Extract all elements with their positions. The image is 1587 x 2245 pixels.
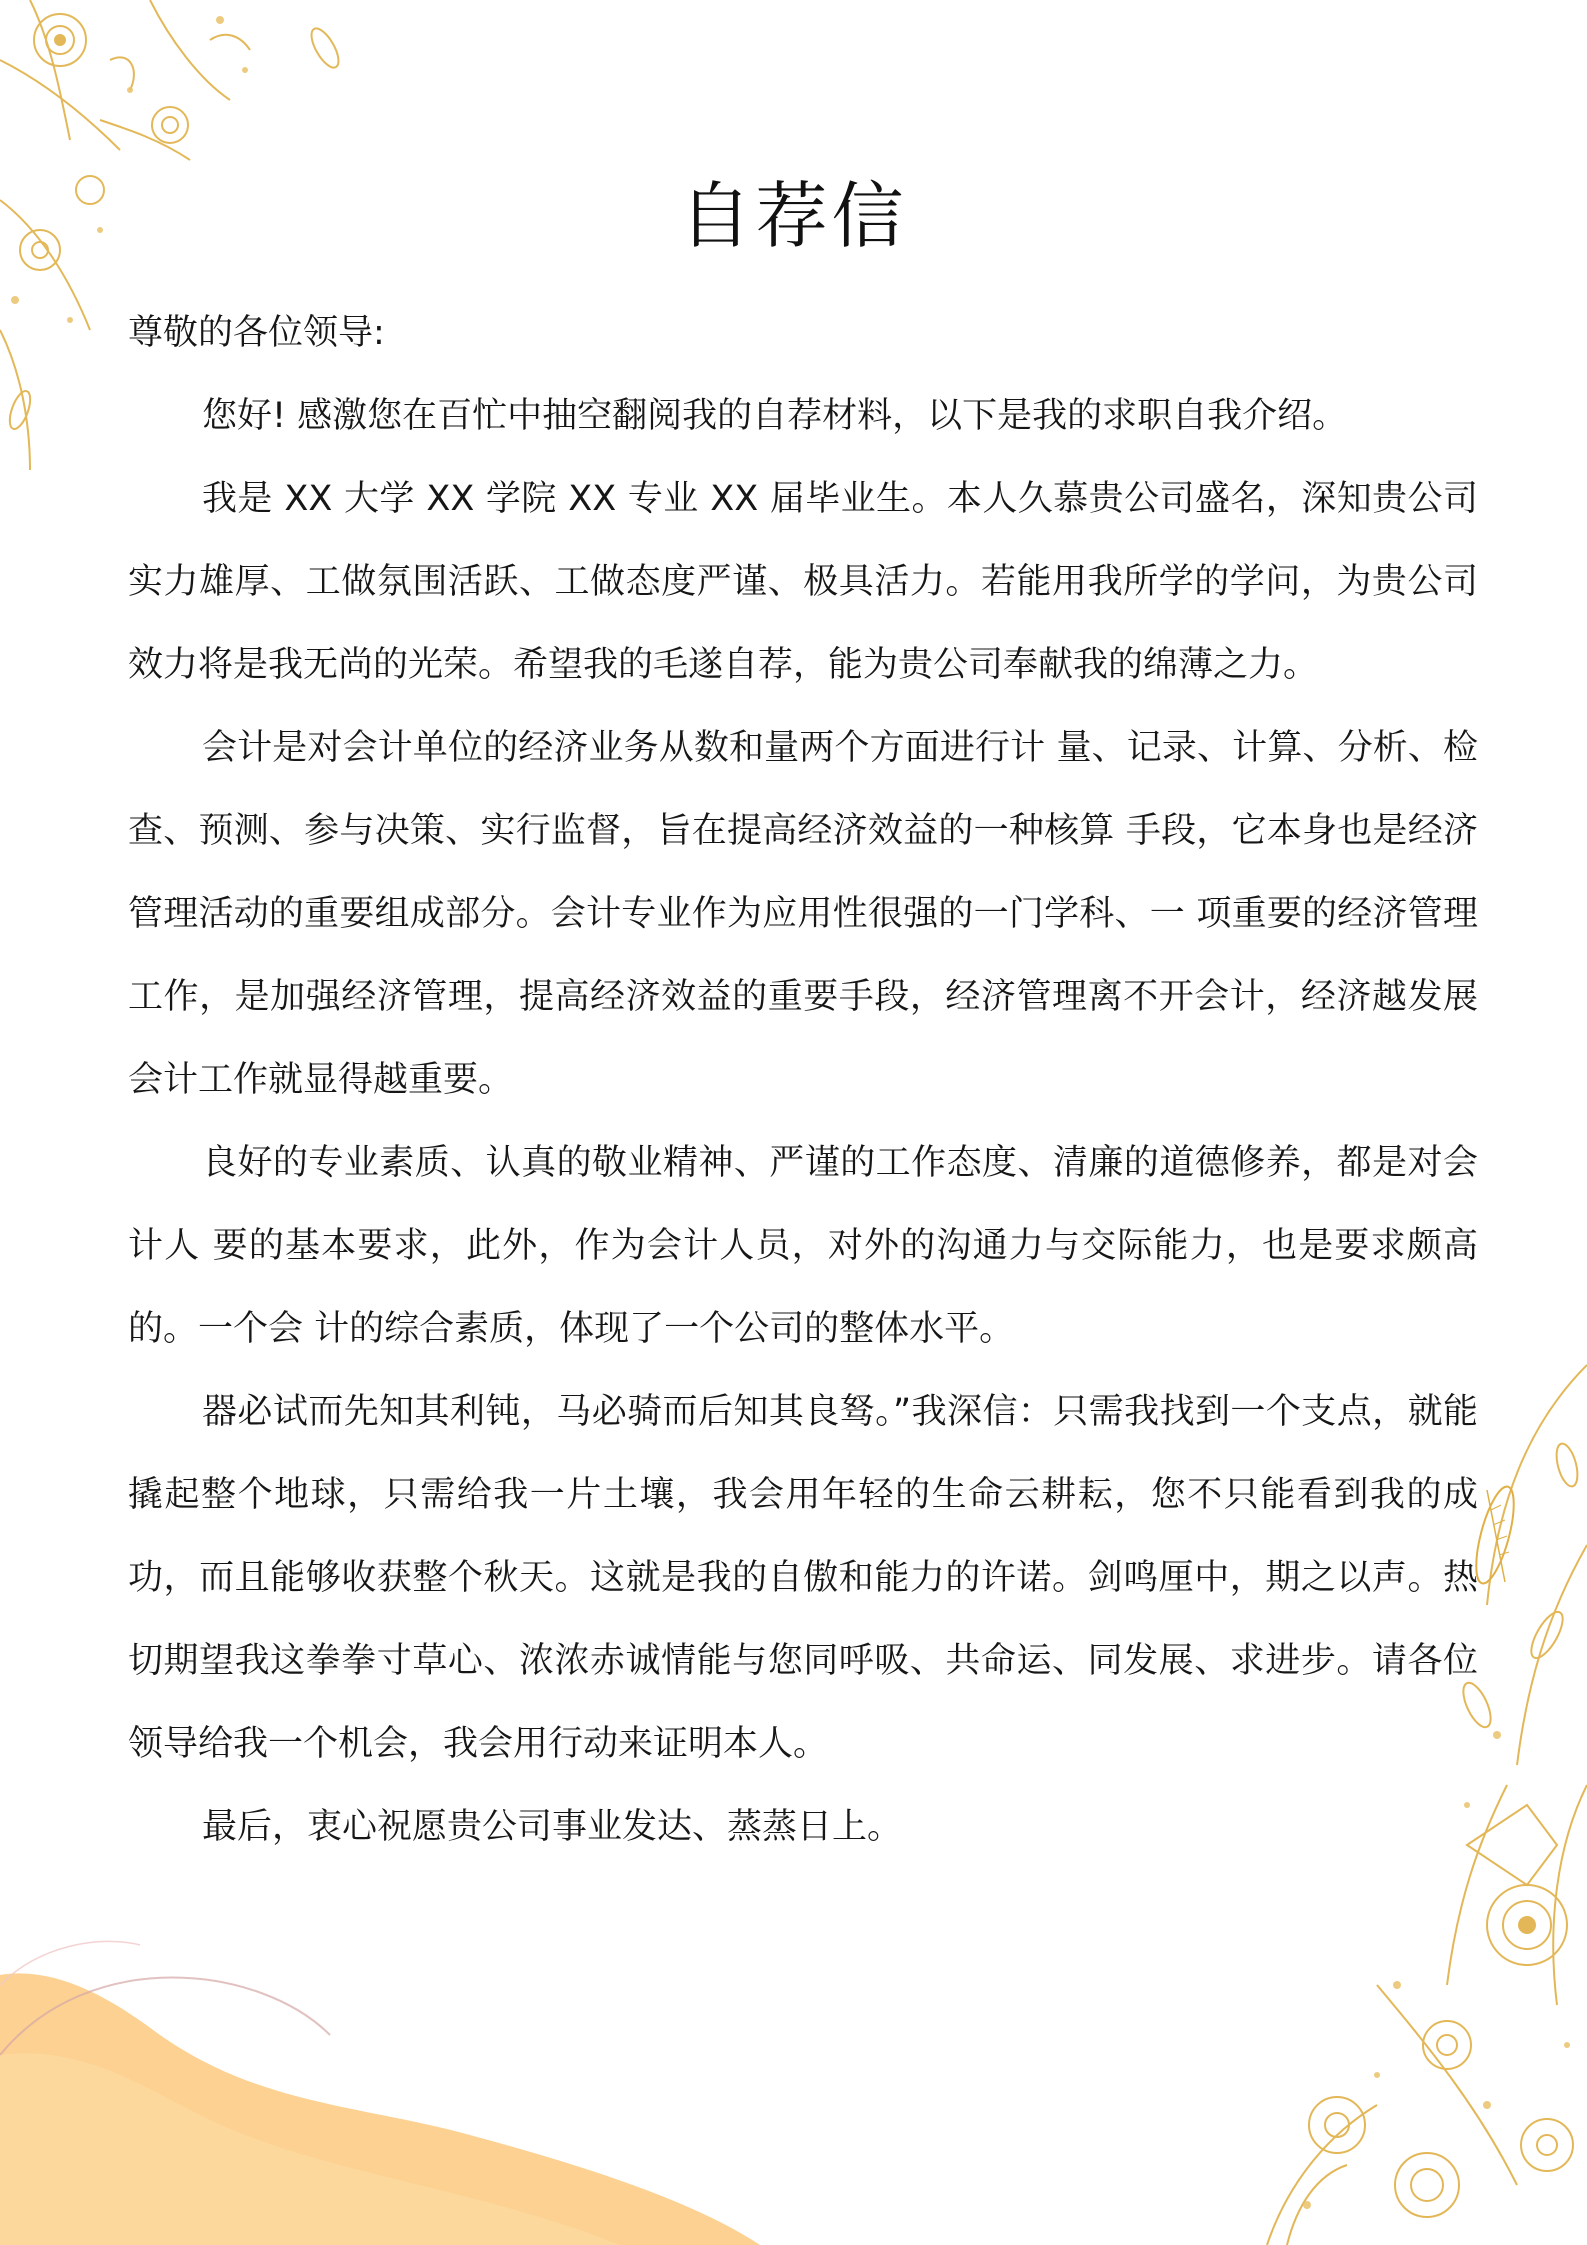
paragraph: 会计是对会计单位的经济业务从数和量两个方面进行计 量、记录、计算、分析、检查、预测、参与决策、实行监督，旨在提高经济效益的一种核算 手段，它本身也是经济管理活动的重要组成部分。会计专业作为应用性很强的一门学科、一 项重要的经济管理工作，是加强经济管理，提高经济效益的重要手段，经济管理离不开会计，经济越发展会计工作就显得越重要。	[128, 728, 1478, 1100]
wave-shape-icon	[0, 1805, 900, 2245]
page-title: 自荐信	[679, 174, 908, 258]
closing-paragraph: 最后，衷心祝愿贵公司事业发达、蒸蒸日上。	[202, 1807, 903, 1847]
salutation: 尊敬的各位领导:	[128, 313, 385, 353]
paragraph: 您好! 感激您在百忙中抽空翻阅我的自荐材料，以下是我的求职自我介绍。	[202, 396, 1348, 436]
paragraph: 器必试而先知其利钝，马必骑而后知其良驽。”我深信：只需我找到一个支点，就能撬起整个地球，只需给我一片土壤，我会用年轻的生命云耕耘，您不只能看到我的成功，而且能够收获整个秋天。这就是我的自傲和能力的许诺。剑鸣厘中，期之以声。热切期望我这拳拳寸草心、浓浓赤诚情能与您同呼吸、共命运、同发展、求进步。请各位领导给我一个机会，我会用行动来证明本人。	[128, 1392, 1478, 1764]
paragraph: 良好的专业素质、认真的敬业精神、严谨的工作态度、清廉的道德修养，都是对会计人 要的基本要求，此外，作为会计人员，对外的沟通力与交际能力，也是要求颇高的。一个会 计的综合素质，体现了一个公司的整体水平。	[128, 1143, 1478, 1349]
paragraph: 我是 XX 大学 XX 学院 XX 专业 XX 届毕业生。本人久慕贵公司盛名，深知贵公司实力雄厚、工做氛围活跃、工做态度严谨、极具活力。若能用我所学的学问，为贵公司效力将是我无尚的光荣。希望我的毛遂自荐，能为贵公司奉献我的绵薄之力。	[128, 479, 1478, 685]
letter-body	[128, 292, 1478, 1869]
